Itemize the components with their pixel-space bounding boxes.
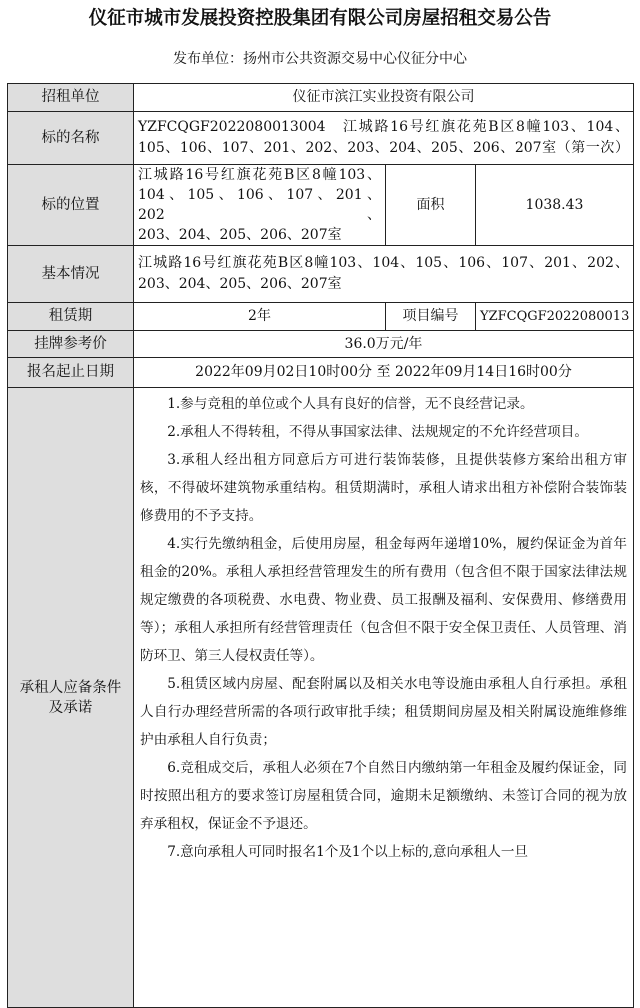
location-line-1: 江城路16号红旗花苑B区8幢103、: [138, 167, 381, 183]
price-label: 挂牌参考价: [8, 331, 134, 358]
conditions-label-line-2: 及承诺: [48, 699, 93, 716]
subject-line-2: 105、106、107、201、202、203、204、205、206、207室（第一次）: [138, 140, 629, 156]
row-subject: [8, 112, 634, 165]
condition-item: 4.实行先缴纳租金，后使用房屋，租金每两年递增10%，履约保证金为首年租金的20%。承租人承担经营管理发生的所有费用（包含但不限于国家法律法规规定缴费的各项税费、水电费、物业费、员工报酬及福利、安保费用、修缮费用等）；承租人承担所有经营管理责任（包含但不限于安全保卫责任、人员管理、消防环卫、第三人侵权责任等）。: [140, 536, 627, 664]
conditions-label-line-1: 承租人应备条件: [19, 679, 122, 696]
row-location: [8, 165, 634, 246]
dates-value: 2022年09月02日10时00分 至 2022年09月14日16时00分: [134, 358, 634, 388]
basic-line-1: 江城路16号红旗花苑B区8幢103、104、105、106、107、201、202、: [138, 255, 629, 271]
subject-line-1: YZFCQGF2022080013004 江城路16号红旗花苑B区8幢103、104、: [138, 119, 629, 135]
subject-value: [134, 112, 634, 165]
term-value: 2年: [134, 303, 386, 331]
page-title: 仪征市城市发展投资控股集团有限公司房屋招租交易公告: [88, 8, 552, 29]
condition-item: 5.租赁区域内房屋、配套附属以及相关水电等设施由承租人自行承担。承租人自行办理经营所需的各项行政审批手续；租赁期间房屋及相关附属设施维修维护由承租人自行负责；: [140, 676, 627, 748]
row-dates: [8, 358, 634, 388]
conditions-content: [134, 388, 634, 1008]
publisher-line: 发布单位：扬州市公共资源交易中心仪征分中心: [173, 51, 467, 67]
row-term: [8, 303, 634, 331]
condition-item: 1.参与竞租的单位或个人具有良好的信誉，无不良经营记录。: [167, 396, 534, 412]
lessor-value: 仪征市滨江实业投资有限公司: [134, 84, 634, 112]
project-code-value: YZFCQGF2022080013: [476, 303, 634, 331]
row-conditions: [8, 388, 634, 1008]
condition-item: 6.竞租成交后，承租人必须在7个自然日内缴纳第一年租金及履约保证金，同时按照出租方的要求签订房屋租赁合同，逾期未足额缴纳、未签订合同的视为放弃承租权，保证金不予退还。: [140, 760, 627, 832]
conditions-label: [8, 388, 134, 1008]
location-line-3: 203、204、205、206、207室: [138, 227, 342, 243]
basic-line-2: 203、204、205、206、207室: [138, 276, 342, 292]
basic-value: [134, 246, 634, 303]
basic-label: 基本情况: [8, 246, 134, 303]
row-basic: [8, 246, 634, 303]
row-price: [8, 331, 634, 358]
price-value: 36.0万元/年: [134, 331, 634, 358]
condition-item: 2.承租人不得转租，不得从事国家法律、法规规定的不允许经营项目。: [167, 424, 588, 440]
row-lessor: [8, 84, 634, 112]
term-label: 租赁期: [8, 303, 134, 331]
dates-label: 报名起止日期: [8, 358, 134, 388]
location-label: 标的位置: [8, 165, 134, 246]
subject-label: 标的名称: [8, 112, 134, 165]
area-value: 1038.43: [476, 165, 634, 246]
lessor-label: 招租单位: [8, 84, 134, 112]
condition-item: 3.承租人经出租方同意后方可进行装饰装修，且提供装修方案给出租方审核，不得破坏建筑物承重结构。租赁期满时，承租人请求出租方补偿附合装饰装修费用的不予支持。: [140, 452, 627, 524]
location-line-2: 104、105、106、107、201、202、: [138, 187, 381, 223]
project-code-label: 项目编号: [386, 303, 476, 331]
area-label: 面积: [386, 165, 476, 246]
announcement-table: [7, 83, 634, 1008]
location-value: [134, 165, 386, 246]
condition-item: 7.意向承租人可同时报名1个及1个以上标的,意向承租人一旦: [167, 844, 529, 860]
